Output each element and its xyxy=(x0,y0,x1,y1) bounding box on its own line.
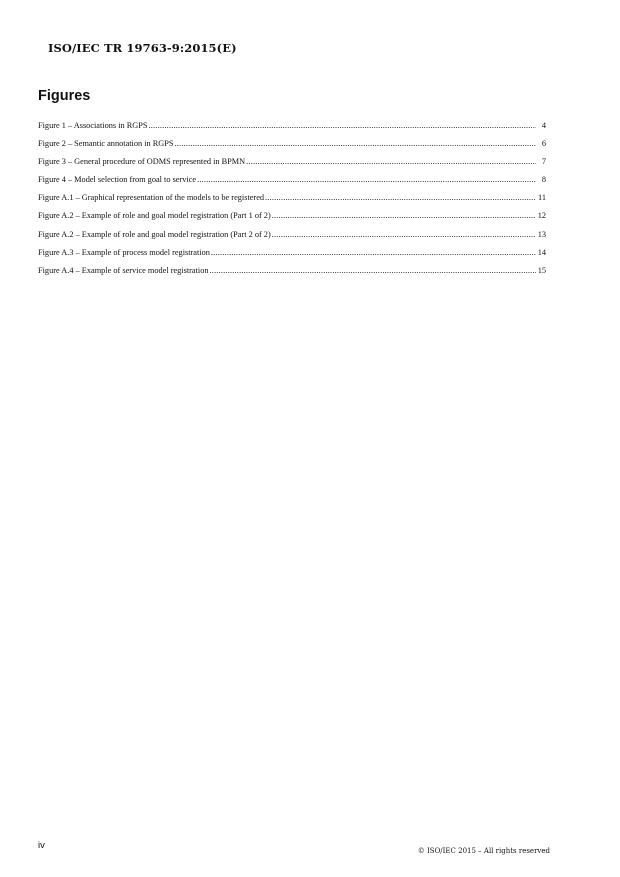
dot-leader xyxy=(175,139,536,148)
toc-entry[interactable] xyxy=(38,157,546,175)
toc-entry-page: 7 xyxy=(541,157,546,167)
toc-entry-page: 8 xyxy=(541,175,546,185)
toc-entry-label: Figure 1 – Associations in RGPS xyxy=(38,121,148,130)
toc-entry-label: Figure 3 – General procedure of ODMS represented in BPMN xyxy=(38,157,246,167)
toc-entry-page: 12 xyxy=(537,211,546,221)
toc-entry[interactable] xyxy=(38,139,546,157)
toc-entry-label: Figure A.4 – Example of service model registration xyxy=(38,265,209,275)
dot-leader xyxy=(272,211,536,220)
toc-entry[interactable] xyxy=(38,193,546,211)
toc-entry-label: Figure A.3 – Example of process model registration xyxy=(38,247,210,257)
toc-entry-label: Figure A.2 – Example of role and goal model registration (Part 1 of 2) xyxy=(38,211,271,221)
toc-entry-label: Figure 2 – Semantic annotation in RGPS xyxy=(38,139,174,149)
section-title: Figures xyxy=(38,88,91,104)
toc-entry-page: 6 xyxy=(541,139,546,149)
toc-entry-page: 11 xyxy=(538,193,546,203)
toc-entry[interactable] xyxy=(38,248,546,266)
dot-leader xyxy=(210,266,536,275)
copyright-notice: © ISO/IEC 2015 – All rights reserved xyxy=(417,847,550,855)
toc-entry-label: Figure A.1 – Graphical representation of the models to be registered xyxy=(38,193,265,203)
toc-entry-page: 15 xyxy=(537,265,546,275)
dot-leader xyxy=(272,230,536,239)
toc-entry-page: 4 xyxy=(541,121,546,130)
dot-leader xyxy=(265,193,536,202)
toc-entry[interactable] xyxy=(38,230,546,248)
toc-entry[interactable] xyxy=(38,211,546,229)
toc-entry-label: Figure A.2 – Example of role and goal model registration (Part 2 of 2) xyxy=(38,229,271,239)
dot-leader xyxy=(246,157,536,166)
dot-leader xyxy=(148,121,536,130)
toc-entry-page: 13 xyxy=(537,229,546,239)
dot-leader xyxy=(211,248,536,257)
toc-entry-label: Figure 4 – Model selection from goal to service xyxy=(38,175,197,185)
page-number: iv xyxy=(38,840,45,851)
toc-entry[interactable] xyxy=(38,175,546,193)
list-of-figures xyxy=(38,121,546,284)
toc-entry[interactable] xyxy=(38,121,546,139)
dot-leader xyxy=(197,175,536,184)
toc-entry-page: 14 xyxy=(537,247,546,257)
document-id: ISO/IEC TR 19763-9:2015(E) xyxy=(48,41,237,55)
toc-entry[interactable] xyxy=(38,266,546,284)
